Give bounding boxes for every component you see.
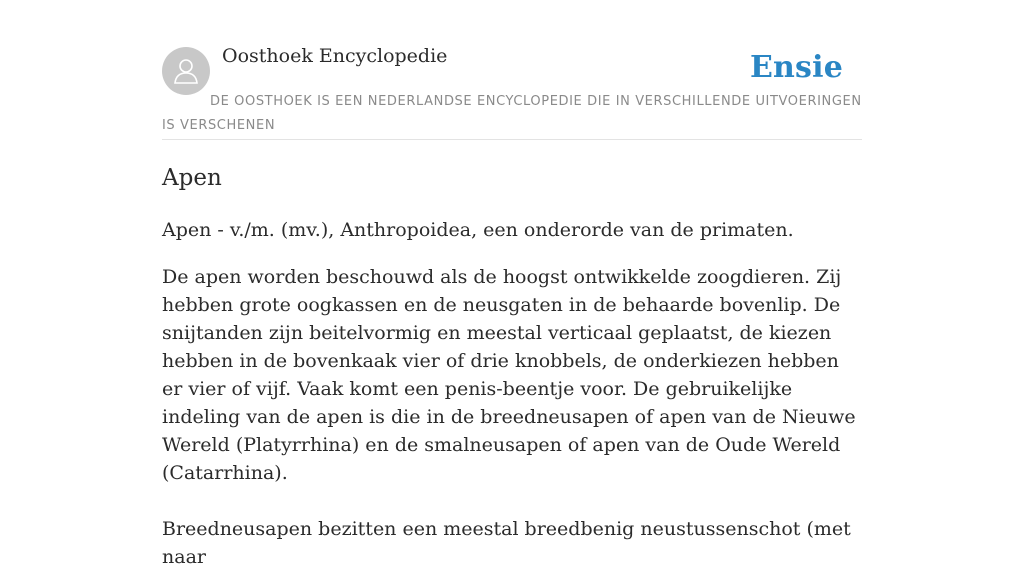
article <box>162 140 862 571</box>
article-paragraph: Breedneusapen bezitten een meestal breedbenig neustussenschot (met naar <box>162 518 851 568</box>
article-paragraph: De apen worden beschouwd als de hoogst ontwikkelde zoogdieren. Zij hebben grote oogkassen en de neusgaten in de behaarde bovenlip. De snijtanden zijn beitelvormig en meestal verticaal geplaatst, de kiezen hebben in de bovenkaak vier of drie knobbels, de onderkiezen hebben er vier of vijf. Vaak komt een penis-beentje voor. De gebruikelijke indeling van de apen is die in de breedneusapen of apen van de Nieuwe Wereld (Platyrrhina) en de smalneusapen of apen van de Oude Wereld (Catarrhina). <box>162 266 856 484</box>
content-column <box>162 0 862 571</box>
site-description: DE OOSTHOEK IS EEN NEDERLANDSE ENCYCLOPEDIE DIE IN VERSCHILLENDE UITVOERINGEN IS VERSCHENEN <box>162 94 862 133</box>
site-header <box>162 0 862 140</box>
site-name[interactable]: Oosthoek Encyclopedie <box>222 45 448 67</box>
user-icon <box>172 56 200 86</box>
article-lead: Apen - v./m. (mv.), Anthropoidea, een onderorde van de primaten. <box>162 219 794 241</box>
brand-logo-link[interactable]: Ensie <box>749 50 843 85</box>
page-title: Apen <box>162 165 222 191</box>
avatar[interactable] <box>162 47 210 95</box>
